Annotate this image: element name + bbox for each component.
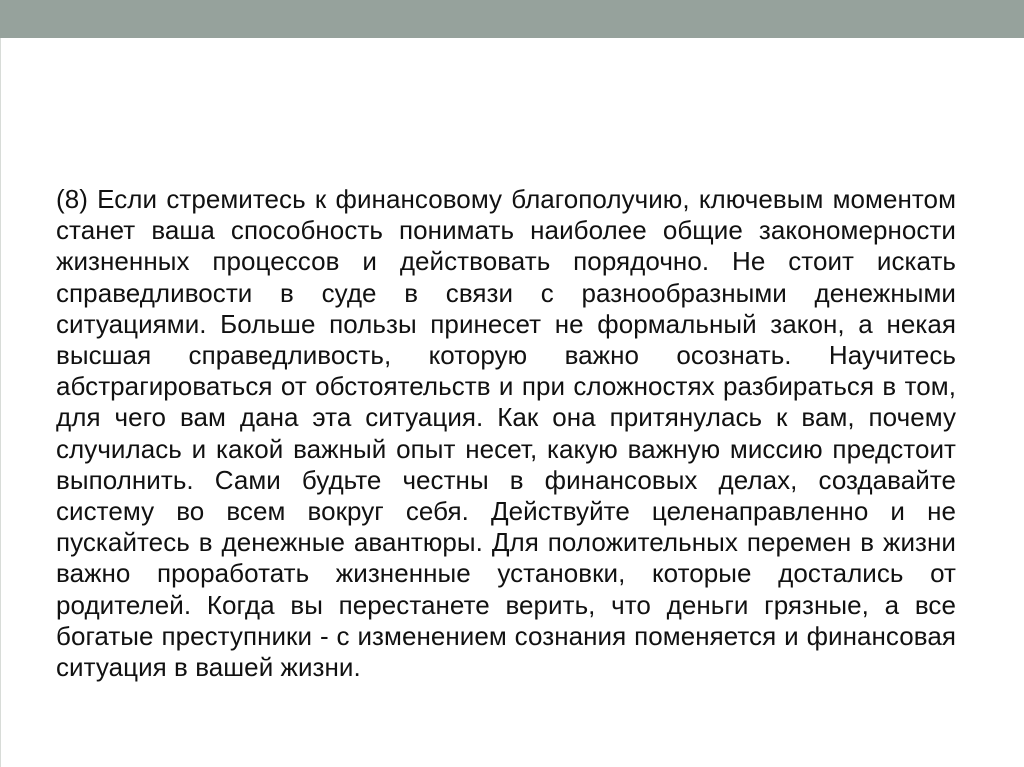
top-decorative-band — [0, 0, 1024, 38]
left-border-line — [0, 38, 1, 767]
slide-body-paragraph: (8) Если стремитесь к финансовому благополучию, ключевым моментом станет ваша способность понимать наиболее общие закономерности жизненных процессов и действовать порядочно. Не стоит искать справедливости в суде в связи с разнообразными денежными ситуациями. Больше пользы принесет не формальный закон, а некая высшая справедливость, которую важно осознать. Научитесь абстрагироваться от обстоятельств и при сложностях разбираться в том, для чего вам дана эта ситуация. Как она притянулась к вам, почему случилась и какой важный опыт несет, какую важную миссию предстоит выполнить. Сами будьте честны в финансовых делах, создавайте систему во всем вокруг себя. Действуйте целенаправленно и не пускайтесь в денежные авантюры. Для положительных перемен в жизни важно проработать жизненные установки, которые достались от родителей. Когда вы перестанете верить, что деньги грязные, а все богатые преступники - с изменением сознания поменяется и финансовая ситуация в вашей жизни. — [56, 184, 956, 683]
